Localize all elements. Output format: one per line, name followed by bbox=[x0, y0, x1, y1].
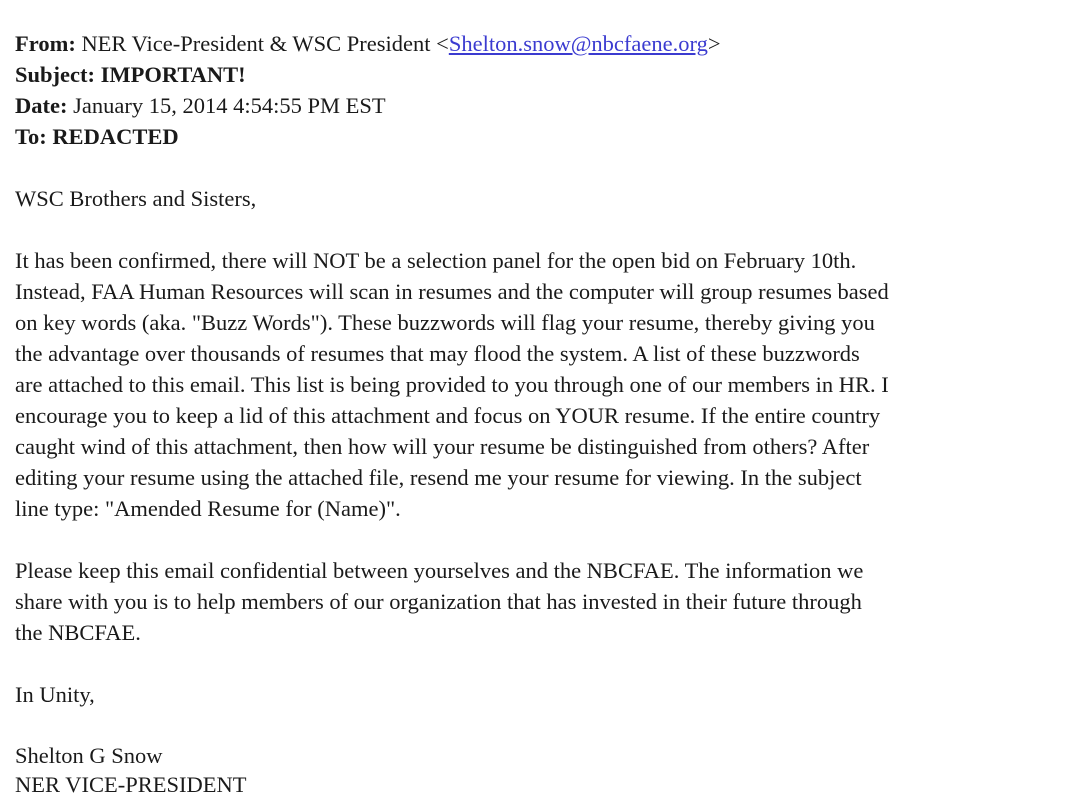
signature-name: Shelton G Snow bbox=[15, 743, 163, 768]
paragraph-line: Please keep this email confidential between yourselves and the NBCFAE. The information we bbox=[15, 558, 864, 583]
from-label: From: bbox=[15, 31, 76, 56]
paragraph-line: the advantage over thousands of resumes that may flood the system. A list of these buzzwords bbox=[15, 341, 860, 366]
paragraph-line: share with you is to help members of our organization that has invested in their future through bbox=[15, 589, 862, 614]
from-name: NER Vice-President & WSC President bbox=[81, 31, 431, 56]
paragraph-line: editing your resume using the attached file, resend me your resume for viewing. In the subject bbox=[15, 465, 862, 490]
paragraph-2 bbox=[15, 555, 1070, 648]
date-value: January 15, 2014 4:54:55 PM EST bbox=[73, 93, 386, 118]
date-line bbox=[15, 90, 1070, 121]
paragraph-line: on key words (aka. "Buzz Words"). These buzzwords will flag your resume, thereby giving you bbox=[15, 310, 875, 335]
subject-value: IMPORTANT! bbox=[100, 62, 246, 87]
subject-label: Subject: bbox=[15, 62, 95, 87]
paragraph-line: caught wind of this attachment, then how will your resume be distinguished from others? After bbox=[15, 434, 870, 459]
email-document bbox=[15, 28, 1070, 799]
from-line: From: NER Vice-President & WSC President <Shelton.snow@nbcfaene.org> bbox=[15, 31, 721, 56]
paragraph-line: encourage you to keep a lid of this attachment and focus on YOUR resume. If the entire country bbox=[15, 403, 881, 428]
date-label: Date: bbox=[15, 93, 68, 118]
closing: In Unity, bbox=[15, 682, 95, 707]
paragraph-line: It has been confirmed, there will NOT be a selection panel for the open bid on February 10th. bbox=[15, 248, 857, 273]
subject-line bbox=[15, 59, 1070, 90]
paragraph-line: line type: "Amended Resume for (Name)". bbox=[15, 496, 401, 521]
from-email-link[interactable]: Shelton.snow@nbcfaene.org bbox=[448, 31, 708, 56]
paragraph-1 bbox=[15, 245, 1070, 524]
greeting: WSC Brothers and Sisters, bbox=[15, 186, 257, 211]
to-value: REDACTED bbox=[52, 124, 179, 149]
paragraph-line: Instead, FAA Human Resources will scan in resumes and the computer will group resumes based bbox=[15, 279, 889, 304]
signature-title: NER VICE-PRESIDENT bbox=[15, 772, 247, 797]
paragraph-line: the NBCFAE. bbox=[15, 620, 141, 645]
to-label: To: bbox=[15, 124, 47, 149]
paragraph-line: are attached to this email. This list is being provided to you through one of our members in HR. I bbox=[15, 372, 889, 397]
to-line bbox=[15, 121, 1070, 152]
